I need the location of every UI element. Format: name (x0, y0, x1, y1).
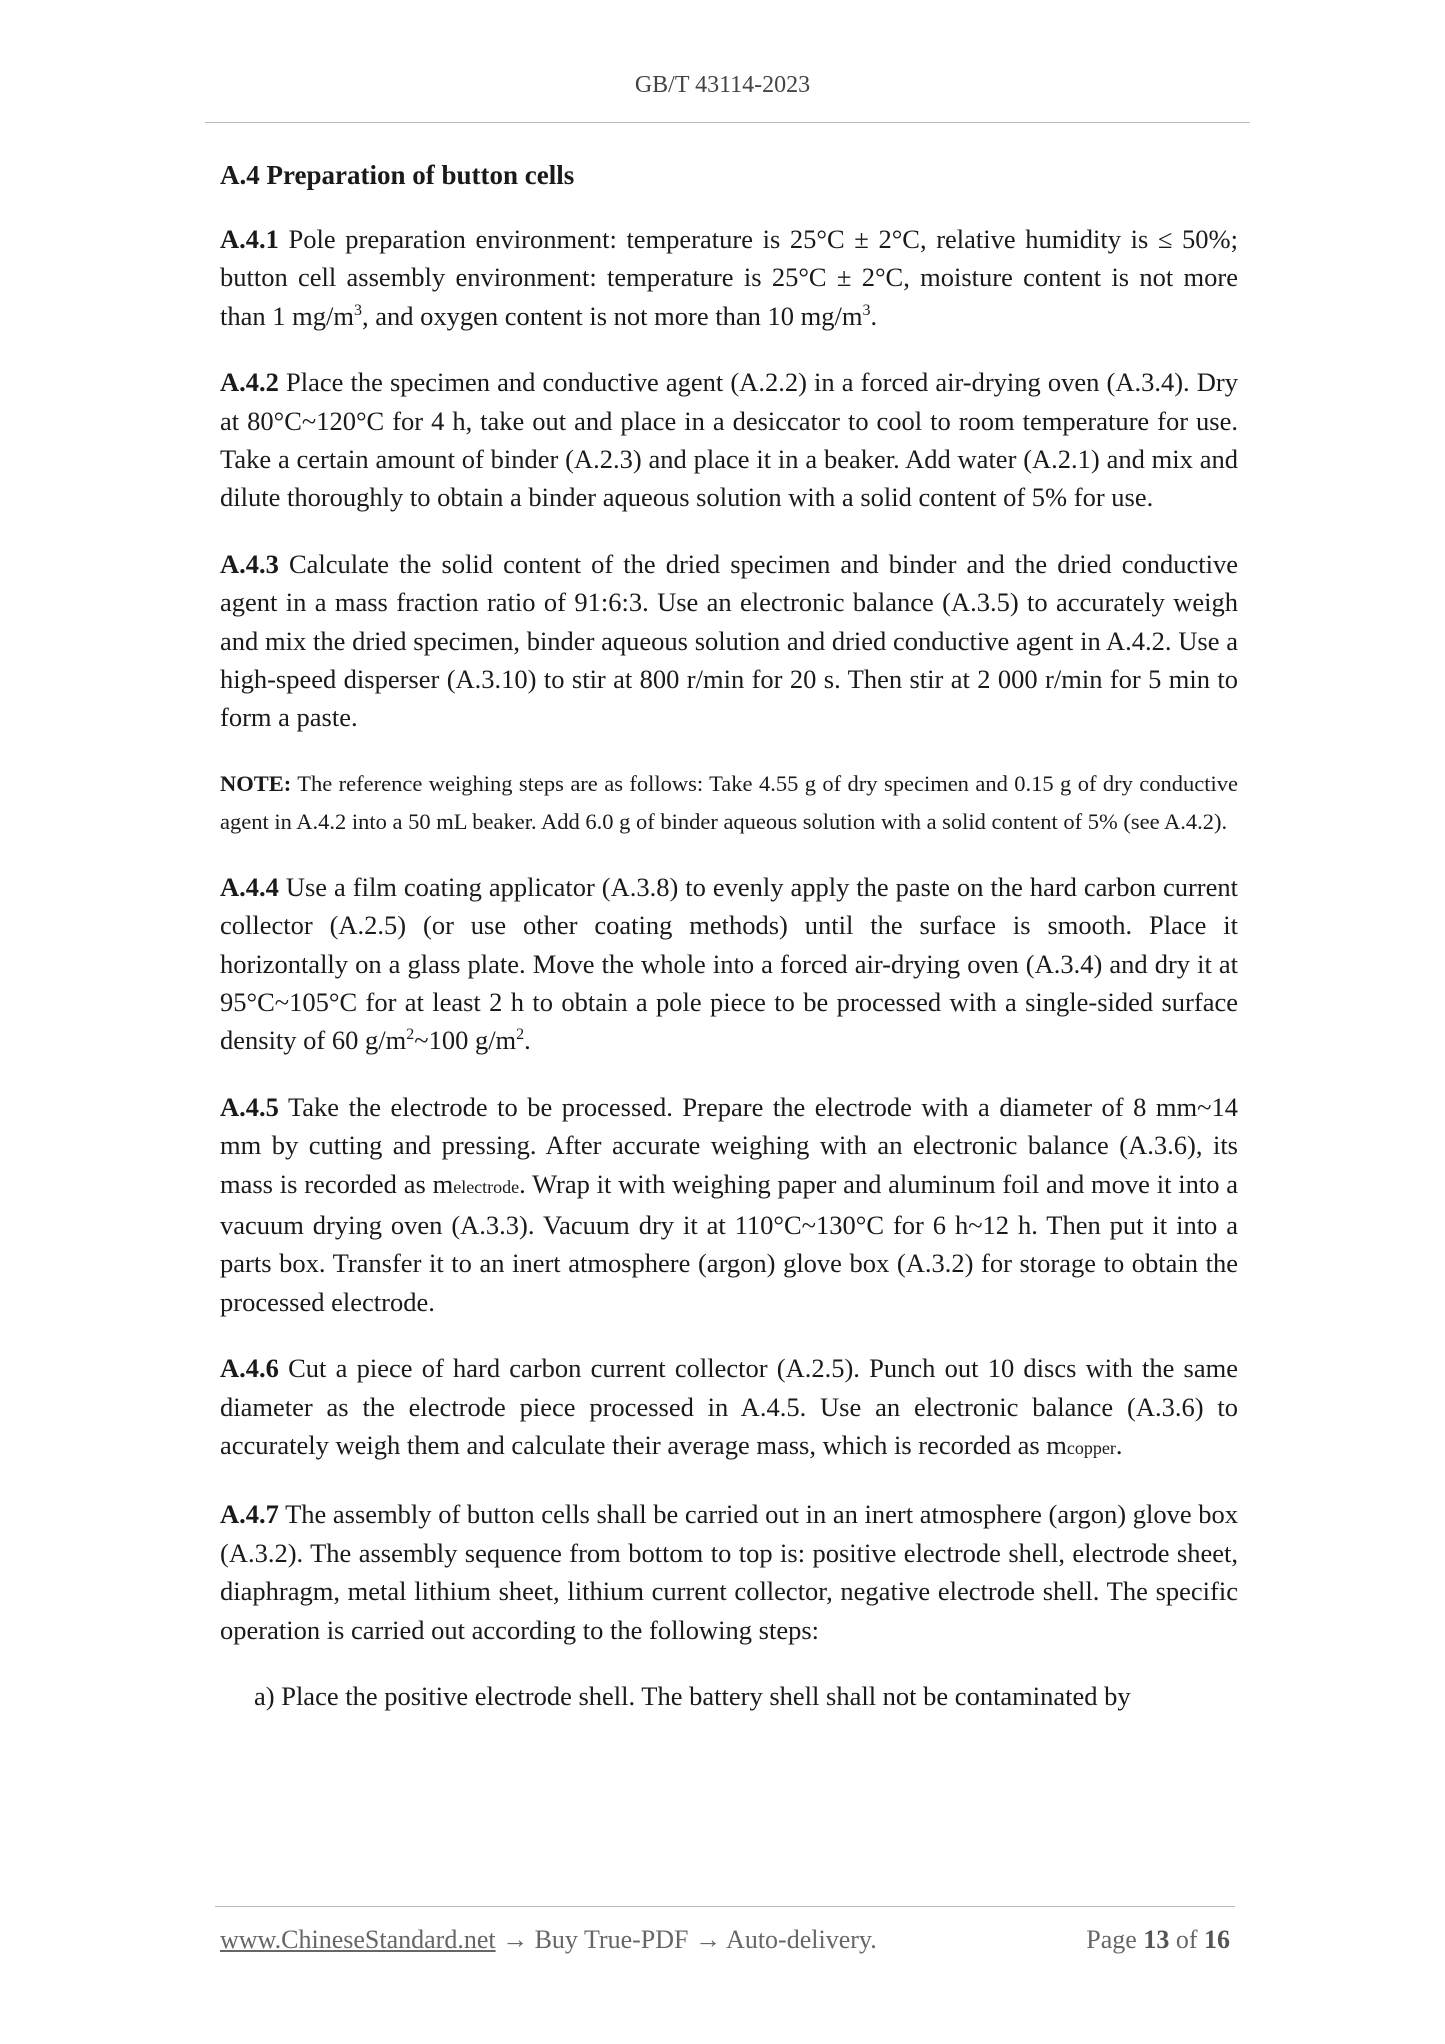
clause-text: Calculate the solid content of the dried specimen and binder and the dried conductive agent in a mass fraction ratio of 91:6:3. Use an electronic balance (A.3.5) to accurately weigh and mix the dried specimen, binder aqueous solution and dried conductive agent in A.4.2. Use a high-speed disperser (A.3.10) to stir at 800 r/min for 20 s. Then stir at 2 000 r/min for 5 min to form a paste. (220, 548, 1238, 733)
clause-number: A.4.7 (220, 1499, 279, 1530)
clause-number: A.4.6 (220, 1353, 279, 1384)
clause-number: A.4.5 (220, 1091, 279, 1122)
superscript: 3 (862, 301, 871, 319)
site-link[interactable]: www.ChineseStandard.net (220, 1925, 496, 1954)
subscript: copper (1066, 1437, 1116, 1458)
section-title: A.4 Preparation of button cells (220, 160, 575, 190)
of-word: of (1169, 1925, 1204, 1954)
clause-text: Pole preparation environment: temperature is 25°C ± 2°C, relative humidity is ≤ 50%; button cell assembly environment: temperature is 25°C ± 2°C, moisture content is not more than 1 mg/m (220, 224, 1238, 331)
footer-promo (220, 1925, 877, 1955)
note-text: The reference weighing steps are as follows: Take 4.55 g of dry specimen and 0.15 g of dry conductive agent in A.4.2 into a 50 mL beaker. Add 6.0 g of binder aqueous solution with a solid content of 5% (see A.4.2). (220, 770, 1238, 835)
superscript: 2 (406, 1026, 415, 1044)
clause-text: Cut a piece of hard carbon current collector (A.2.5). Punch out 10 discs with the same diameter as the electrode piece processed in A.4.5. Use an electronic balance (A.3.6) to accurately weigh them and calculate their average mass, which is recorded as m (220, 1353, 1238, 1460)
page-total: 16 (1204, 1925, 1230, 1954)
page-indicator (1086, 1925, 1230, 1955)
note-paragraph (220, 765, 1238, 842)
footer-tagline: → Buy True-PDF → Auto-delivery. (495, 1925, 877, 1954)
clause-number: A.4.3 (220, 548, 279, 579)
clause-text: . (524, 1025, 531, 1056)
header-divider (205, 122, 1250, 123)
clause-number: A.4.2 (220, 367, 279, 398)
clause-number: A.4.1 (220, 224, 279, 254)
page-number: 13 (1143, 1925, 1170, 1954)
clause-text: The assembly of button cells shall be carried out in an inert atmosphere (argon) glove box (A.3.2). The assembly sequence from bottom to top is: positive electrode shell, electrode sheet, diaphragm, metal lithium sheet, lithium current collector, negative electrode shell. The specific operation is carried out according to the following steps: (220, 1499, 1238, 1645)
document-body (220, 156, 1238, 1715)
clause-text: . Wrap it with weighing paper and aluminum foil and move it into a vacuum drying oven (A.3.3). Vacuum dry it at 110°C~130°C for 6 h~12 h. Then put it into a parts box. Transfer it to an inert atmosphere (argon) glove box (A.3.2) for storage to obtain the processed electrode. (220, 1168, 1238, 1317)
clause-text: Place the specimen and conductive agent (A.2.2) in a forced air-drying oven (A.3.4). Dry at 80°C~120°C for 4 h, take out and place in a desiccator to cool to room temperature for use. Take a certain amount of binder (A.2.3) and place it in a beaker. Add water (A.2.1) and mix and dilute thoroughly to obtain a binder aqueous solution with a solid content of 5% for use. (220, 367, 1238, 513)
subscript: electrode (453, 1176, 520, 1197)
clause-text: . (1115, 1429, 1123, 1460)
list-item: a) Place the positive electrode shell. The battery shell shall not be contaminated by (254, 1681, 1131, 1711)
clause-a-4-4 (220, 868, 1238, 1060)
clause-text: ~100 g/m (414, 1025, 517, 1056)
clause-a-4-6 (220, 1349, 1238, 1467)
clause-text: , and oxygen content is not more than 10 mg/m (361, 300, 863, 331)
clause-a-4-3 (220, 545, 1238, 737)
superscript: 3 (353, 301, 362, 319)
clause-text: . (870, 300, 878, 331)
clause-text: Use a film coating applicator (A.3.8) to evenly apply the paste on the hard carbon current collector (A.2.5) (or use other coating methods) until the surface is smooth. Place it horizontally on a glass plate. Move the whole into a forced air-drying oven (A.3.4) and dry it at 95°C~105°C for at least 2 h to obtain a pole piece to be processed with a single-sided surface density of 60 g/m (220, 871, 1238, 1056)
document-header-id: GB/T 43114-2023 (634, 72, 811, 98)
clause-text: Take the electrode to be processed. Prepare the electrode with a diameter of 8 mm~14 mm by cutting and pressing. After accurate weighing with an electronic balance (A.3.6), its mass is recorded as m (220, 1091, 1238, 1199)
page-word: Page (1086, 1925, 1144, 1954)
clause-a-4-2 (220, 363, 1238, 517)
clause-a-4-1 (220, 220, 1238, 335)
superscript: 2 (516, 1026, 525, 1044)
clause-a-4-7 (220, 1495, 1238, 1649)
footer-divider (215, 1906, 1235, 1907)
clause-number: A.4.4 (220, 871, 279, 902)
clause-a-4-5 (220, 1088, 1238, 1321)
note-label: NOTE: (220, 770, 292, 796)
